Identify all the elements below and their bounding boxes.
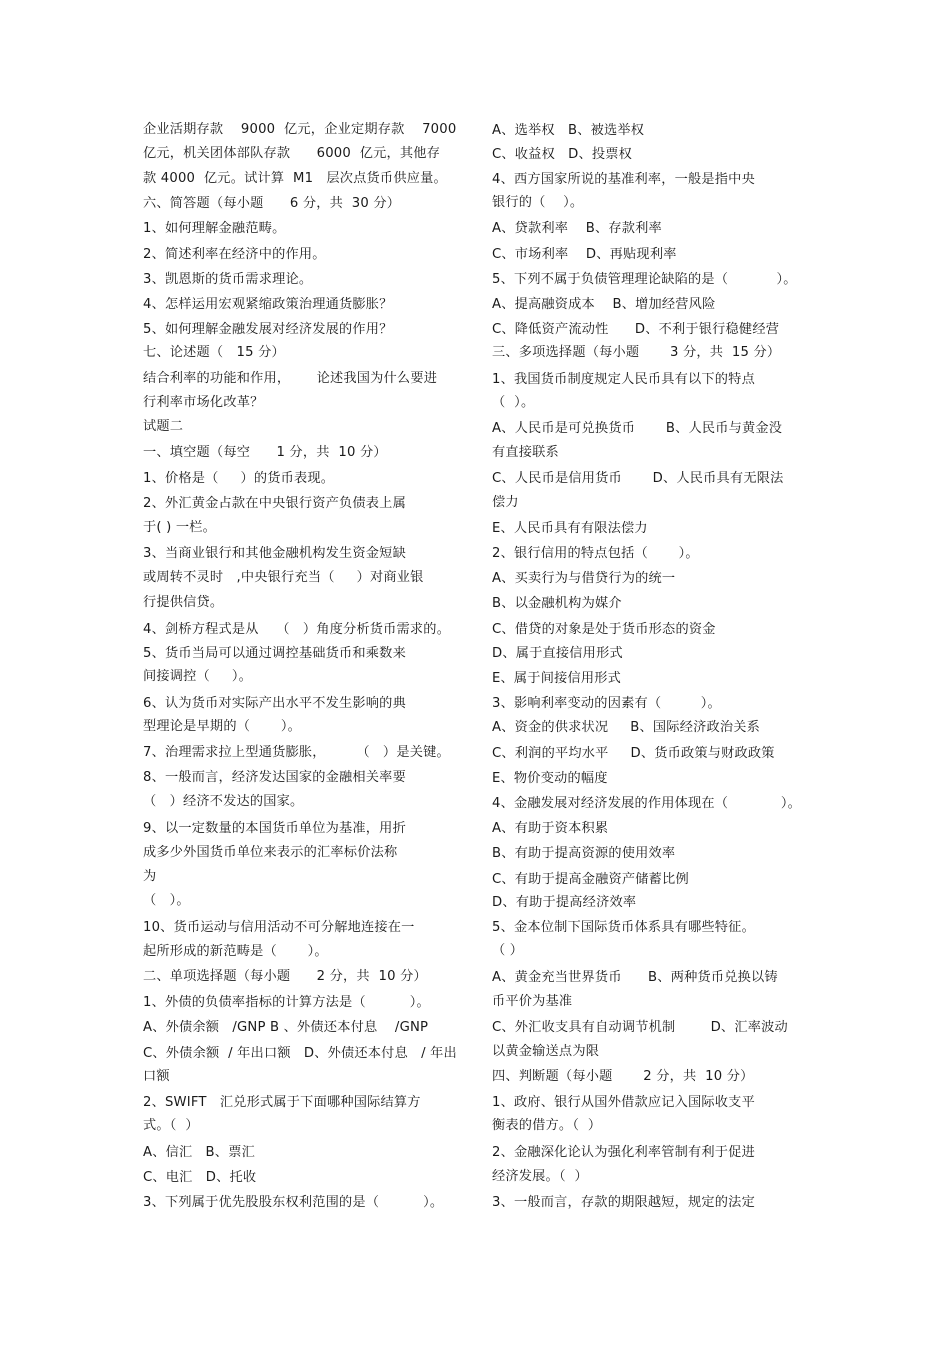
section-heading: 一、填空题（每空 1 分，共 10 分） bbox=[143, 445, 387, 460]
section-heading: 二、单项选择题（每小题 2 分，共 10 分） bbox=[143, 969, 427, 984]
text-line: 式。（ ） bbox=[143, 1118, 199, 1133]
question-item: 3、影响利率变动的因素有（ ）。 bbox=[492, 696, 721, 711]
question-item: 7、治理需求拉上型通货膨胀， （ ）是关键。 bbox=[143, 745, 450, 760]
question-item: 5、下列不属于负债管理理论缺陷的是（ ）。 bbox=[492, 272, 797, 287]
answer-option: C、市场利率 D、再贴现利率 bbox=[492, 247, 677, 262]
text-line: 或周转不灵时 ,中央银行充当（ ）对商业银 bbox=[143, 570, 424, 585]
question-item: 2、SWIFT 汇兑形式属于下面哪种国际结算方 bbox=[143, 1095, 421, 1110]
answer-option: E、物价变动的幅度 bbox=[492, 771, 608, 786]
text-line: 行提供信贷。 bbox=[143, 595, 224, 610]
answer-option: C、人民币是信用货币 D、人民币具有无限法 bbox=[492, 471, 784, 486]
question-item: 5、如何理解金融发展对经济发展的作用？ bbox=[143, 322, 393, 337]
question-item: 1、外债的负债率指标的计算方法是（ ）。 bbox=[143, 995, 430, 1010]
answer-option: E、属于间接信用形式 bbox=[492, 671, 622, 686]
answer-option: A、人民币是可兑换货币 B、人民币与黄金没 bbox=[492, 421, 783, 436]
text-line: （ ）。 bbox=[143, 893, 190, 908]
question-item: 2、外汇黄金占款在中央银行资产负债表上属 bbox=[143, 496, 406, 511]
text-line: 型理论是早期的（ ）。 bbox=[143, 719, 302, 734]
question-item: 8、一般而言，经济发达国家的金融相关率要 bbox=[143, 770, 406, 785]
question-item: 2、金融深化论认为强化利率管制有利于促进 bbox=[492, 1145, 755, 1160]
answer-option: C、降低资产流动性 D、不利于银行稳健经营 bbox=[492, 322, 780, 337]
text-line: 起所形成的新范畴是（ ）。 bbox=[143, 944, 328, 959]
answer-option: A、买卖行为与借贷行为的统一 bbox=[492, 571, 676, 586]
text-line: 成多少外国货币单位来表示的汇率标价法称 bbox=[143, 845, 398, 860]
question-item: 6、认为货币对实际产出水平不发生影响的典 bbox=[143, 696, 406, 711]
answer-option: D、有助于提高经济效率 bbox=[492, 895, 637, 910]
question-item: 4、剑桥方程式是从 （ ）角度分析货币需求的。 bbox=[143, 622, 451, 637]
section-heading: 四、判断题（每小题 2 分，共 10 分） bbox=[492, 1069, 754, 1084]
answer-option: C、利润的平均水平 D、货币政策与财政政策 bbox=[492, 746, 775, 761]
question-item: 9、以一定数量的本国货币单位为基准，用折 bbox=[143, 821, 406, 836]
question-item: 5、货币当局可以通过调控基础货币和乘数来 bbox=[143, 646, 406, 661]
answer-option: C、收益权 D、投票权 bbox=[492, 147, 633, 162]
question-item: 3、一般而言，存款的期限越短，规定的法定 bbox=[492, 1195, 755, 1210]
text-line: 企业活期存款 9000 亿元，企业定期存款 7000 bbox=[143, 122, 457, 137]
section-heading: 三、多项选择题（每小题 3 分，共 15 分） bbox=[492, 345, 781, 360]
question-item: 3、当商业银行和其他金融机构发生资金短缺 bbox=[143, 546, 406, 561]
answer-option: A、选举权 B、被选举权 bbox=[492, 123, 645, 138]
section-heading: 六、简答题（每小题 6 分，共 30 分） bbox=[143, 196, 401, 211]
answer-option: A、外债余额 /GNP B 、外债还本付息 /GNP bbox=[143, 1020, 429, 1035]
text-line: 衡表的借方。（ ） bbox=[492, 1118, 602, 1133]
text-line: （ ） bbox=[492, 943, 524, 958]
question-item: 4、西方国家所说的基准利率，一般是指中央 bbox=[492, 172, 755, 187]
exam-title: 试题二 bbox=[143, 419, 184, 434]
text-line: 以黄金输送点为限 bbox=[492, 1044, 600, 1059]
answer-option: A、有助于资本积累 bbox=[492, 821, 609, 836]
answer-option: C、借贷的对象是处于货币形态的资金 bbox=[492, 622, 716, 637]
answer-option: A、资金的供求状况 B、国际经济政治关系 bbox=[492, 720, 761, 735]
text-line: 于( ) 一栏。 bbox=[143, 520, 217, 535]
answer-option: A、贷款利率 B、存款利率 bbox=[492, 221, 662, 236]
question-item: 2、简述利率在经济中的作用。 bbox=[143, 247, 326, 262]
question-item: 3、下列属于优先股股东权利范围的是（ ）。 bbox=[143, 1195, 444, 1210]
text-line: 经济发展。（ ） bbox=[492, 1169, 588, 1184]
answer-option: A、提高融资成本 B、增加经营风险 bbox=[492, 297, 716, 312]
question-item: 4、怎样运用宏观紧缩政策治理通货膨胀？ bbox=[143, 297, 393, 312]
text-line: 为 bbox=[143, 869, 157, 884]
question-item: 1、政府、银行从国外借款应记入国际收支平 bbox=[492, 1095, 755, 1110]
text-line: 行利率市场化改革？ bbox=[143, 395, 264, 410]
text-line: 偿力 bbox=[492, 495, 519, 510]
text-line: （ ）。 bbox=[492, 395, 535, 410]
question-item: 1、如何理解金融范畴。 bbox=[143, 221, 286, 236]
answer-option: D、属于直接信用形式 bbox=[492, 646, 623, 661]
answer-option: A、信汇 B、票汇 bbox=[143, 1145, 255, 1160]
text-line: 银行的（ ）。 bbox=[492, 195, 584, 210]
text-line: 间接调控（ ）。 bbox=[143, 669, 253, 684]
answer-option: E、人民币具有有限法偿力 bbox=[492, 521, 648, 536]
text-line: 亿元，机关团体部队存款 6000 亿元，其他存 bbox=[143, 146, 441, 161]
question-item: 1、我国货币制度规定人民币具有以下的特点 bbox=[492, 372, 755, 387]
text-line: 结合利率的功能和作用， 论述我国为什么要进 bbox=[143, 371, 438, 386]
text-line: 有直接联系 bbox=[492, 445, 559, 460]
section-heading: 七、论述题（ 15 分） bbox=[143, 345, 285, 360]
question-item: 1、价格是（ ）的货币表现。 bbox=[143, 471, 335, 486]
text-line: 口额 bbox=[143, 1069, 170, 1084]
answer-option: A、黄金充当世界货币 B、两种货币兑换以铸 bbox=[492, 970, 778, 985]
question-item: 4、金融发展对经济发展的作用体现在（ ）。 bbox=[492, 796, 802, 811]
question-item: 2、银行信用的特点包括（ ）。 bbox=[492, 546, 699, 561]
question-item: 3、凯恩斯的货币需求理论。 bbox=[143, 272, 313, 287]
text-line: （ ）经济不发达的国家。 bbox=[143, 794, 304, 809]
answer-option: C、外债余额 / 年出口额 D、外债还本付息 / 年出 bbox=[143, 1046, 457, 1061]
answer-option: C、外汇收支具有自动调节机制 D、汇率波动 bbox=[492, 1020, 788, 1035]
answer-option: B、以金融机构为媒介 bbox=[492, 596, 622, 611]
text-line: 币平价为基准 bbox=[492, 994, 573, 1009]
answer-option: C、电汇 D、托收 bbox=[143, 1170, 257, 1185]
answer-option: C、有助于提高金融资产储蓄比例 bbox=[492, 872, 689, 887]
question-item: 10、货币运动与信用活动不可分解地连接在一 bbox=[143, 920, 415, 935]
text-line: 款 4000 亿元。试计算 M1 层次点货币供应量。 bbox=[143, 171, 447, 186]
question-item: 5、金本位制下国际货币体系具有哪些特征。 bbox=[492, 920, 755, 935]
answer-option: B、有助于提高资源的使用效率 bbox=[492, 846, 676, 861]
